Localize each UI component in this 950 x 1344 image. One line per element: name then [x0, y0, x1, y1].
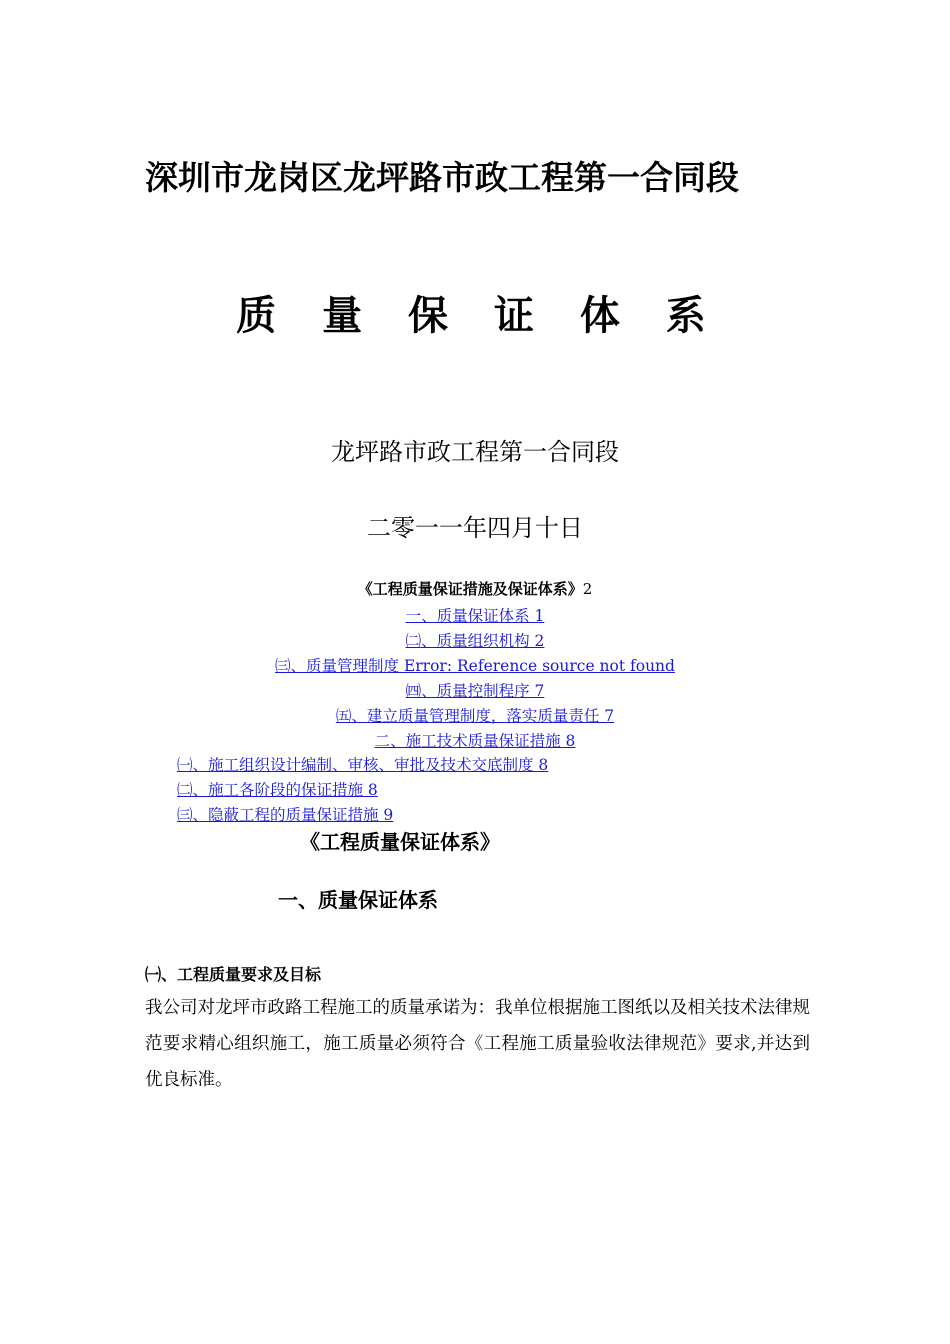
toc-link-construction-stage-measures[interactable]: ㈡、施工各阶段的保证措施 8	[177, 781, 378, 799]
toc-link-concealed-works-measures[interactable]: ㈢、隐蔽工程的质量保证措施 9	[177, 806, 394, 824]
main-title: 深圳市龙岗区龙坪路市政工程第一合同段	[145, 158, 739, 197]
toc-heading-text: 《工程质量保证措施及保证体系》	[357, 580, 583, 598]
toc-link-quality-assurance-system[interactable]: 一、质量保证体系 1	[405, 607, 545, 625]
quality-commitment-paragraph: 我公司对龙坪市政路工程施工的质量承诺为：我单位根据施工图纸以及相关技术法律规范要求精心组织施工，施工质量必须符合《工程施工质量验收法律规范》要求,并达到优良标准。	[145, 998, 810, 1090]
toc-link-quality-responsibility[interactable]: ㈤、建立质量管理制度，落实质量责任 7	[335, 707, 615, 725]
toc-link-construction-design-review[interactable]: ㈠、施工组织设计编制、审核、审批及技术交底制度 8	[177, 756, 549, 774]
toc-heading	[0, 578, 950, 599]
toc-link-quality-management-rules[interactable]: ㈢、质量管理制度 Error: Reference source not found	[275, 657, 675, 675]
section-heading: 《工程质量保证体系》	[300, 830, 500, 854]
toc-heading-page: 2	[582, 580, 593, 598]
toc-link-quality-control-procedure[interactable]: ㈣、质量控制程序 7	[405, 682, 545, 700]
document-date: 二零一一年四月十日	[367, 514, 583, 542]
document-title: 质 量 保 证 体 系	[236, 293, 722, 339]
sub-heading-quality-goals: ㈠、工程质量要求及目标	[145, 965, 322, 984]
toc-link-technical-quality-measures[interactable]: 二、施工技术质量保证措施 8	[374, 732, 576, 750]
contract-section-subtitle: 龙坪路市政工程第一合同段	[331, 438, 619, 466]
toc-link-quality-organization[interactable]: ㈡、质量组织机构 2	[405, 632, 545, 650]
section-one-heading: 一、质量保证体系	[278, 888, 438, 912]
